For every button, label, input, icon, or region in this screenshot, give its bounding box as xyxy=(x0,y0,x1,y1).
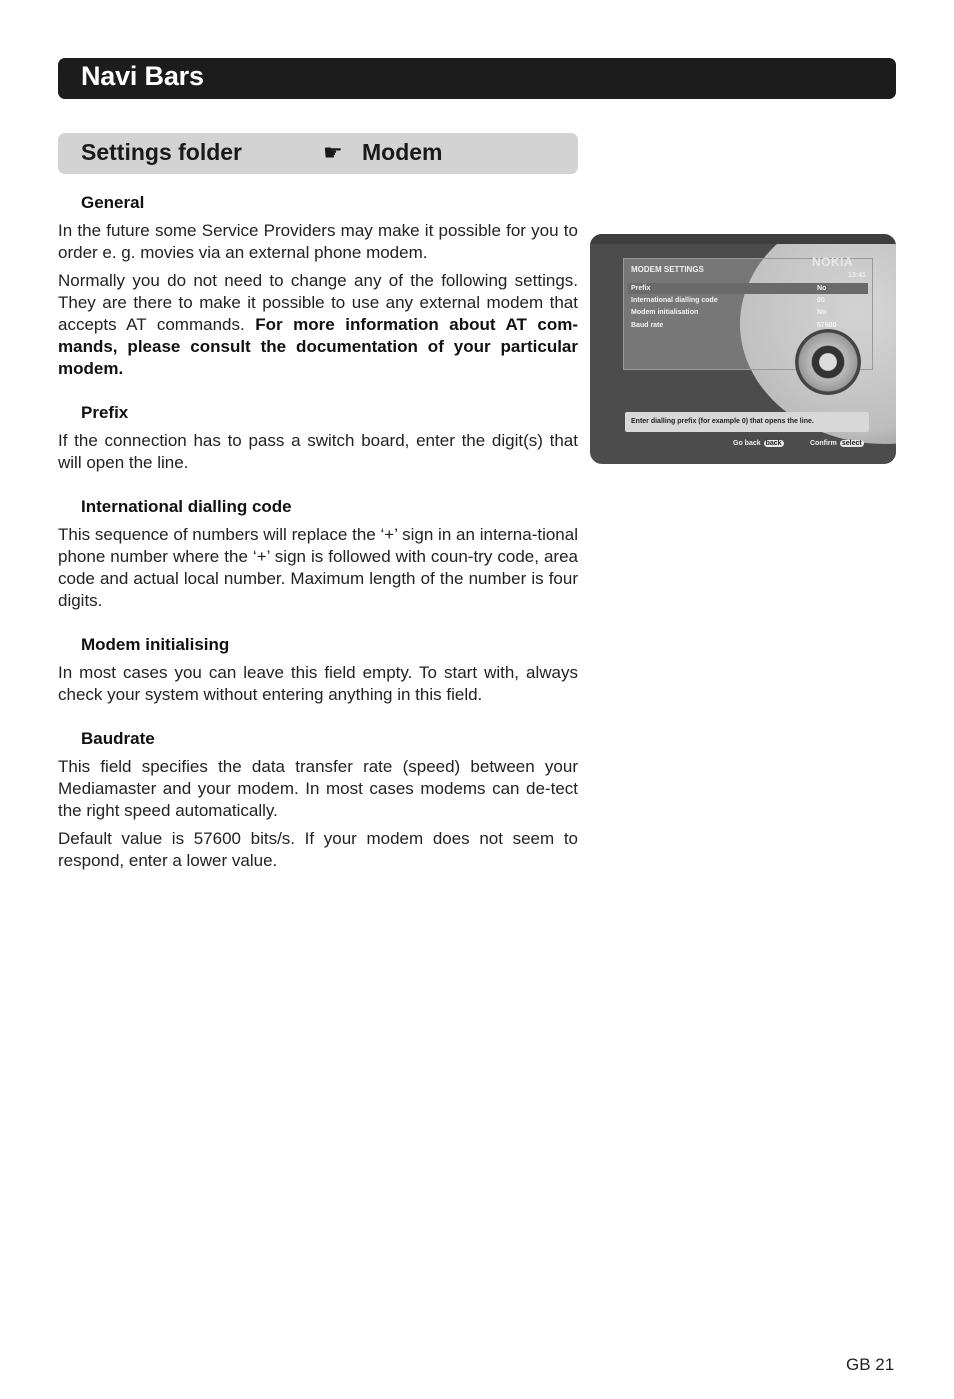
pointing-hand-icon: ☛ xyxy=(323,140,343,165)
paragraph: This sequence of numbers will replace the ‘+’ sign in an interna-tional phone number where the ‘+’ sign is followed with coun-try code, area code and actual local number. Maximum length of the number is four digits. xyxy=(58,525,578,610)
block-baudrate xyxy=(58,728,578,872)
row-label: Modem initialisation xyxy=(631,309,699,316)
section-target: Modem xyxy=(362,139,443,165)
clock: 13:41 xyxy=(848,272,866,279)
row-label: International dialling code xyxy=(631,297,718,304)
block-international-code xyxy=(58,496,578,612)
section-heading-bar xyxy=(58,133,578,174)
menu-row-prefix xyxy=(628,283,868,294)
paragraph: This field specifies the data transfer rate (speed) between your Mediamaster and your modem. In most cases modems can de-tect the right speed automatically. xyxy=(58,757,578,820)
gear-icon xyxy=(795,329,861,395)
block-modem-initialising xyxy=(58,634,578,706)
confirm-label: Confirm xyxy=(810,440,837,447)
body-text xyxy=(58,192,578,894)
row-label: Prefix xyxy=(631,285,651,292)
heading-prefix: Prefix xyxy=(81,403,129,422)
paragraph-text: Normally you do not need to change any of the following settings. They are there to make it possible to use any external modem that accepts AT commands. xyxy=(58,271,578,334)
chapter-title-bar xyxy=(58,58,896,99)
select-key: select xyxy=(841,440,862,447)
go-back-hint xyxy=(733,440,784,447)
go-back-label: Go back xyxy=(733,440,761,447)
heading-international-code: International dialling code xyxy=(81,497,292,516)
page-number: GB 21 xyxy=(846,1355,895,1374)
heading-baudrate: Baudrate xyxy=(81,729,155,748)
confirm-hint xyxy=(810,440,864,447)
heading-general: General xyxy=(81,193,145,212)
row-value: 00 xyxy=(817,297,825,304)
screen-top-band xyxy=(590,234,896,244)
hint-text: Enter dialling prefix (for example 0) that opens the line. xyxy=(631,418,814,425)
row-label: Baud rate xyxy=(631,322,664,329)
row-value: No xyxy=(817,309,827,316)
bold-note: For more information about AT com-mands, please consult the documentation of your particular modem. xyxy=(58,315,578,378)
paragraph: If the connection has to pass a switch board, enter the digit(s) that will open the line. xyxy=(58,431,578,472)
menu-row-modem-initialisation xyxy=(628,307,868,318)
back-key: back xyxy=(765,440,782,447)
menu-title: MODEM SETTINGS xyxy=(631,265,704,274)
heading-modem-initialising: Modem initialising xyxy=(81,635,230,654)
paragraph: In the future some Service Providers may make it possible for you to order e. g. movies via an external phone modem. xyxy=(58,221,578,262)
paragraph xyxy=(58,270,578,380)
row-value: 57600 xyxy=(817,322,837,329)
menu-row-international-code xyxy=(628,295,868,306)
modem-settings-screenshot xyxy=(590,234,896,464)
block-general xyxy=(58,192,578,380)
hint-box xyxy=(625,412,869,432)
chapter-title: Navi Bars xyxy=(81,61,204,91)
brand-logo: NOKIA xyxy=(812,255,854,269)
row-value: No xyxy=(817,285,827,292)
block-prefix xyxy=(58,402,578,474)
paragraph: In most cases you can leave this field empty. To start with, always check your system without entering anything in this field. xyxy=(58,663,578,704)
section-label: Settings folder xyxy=(81,139,243,165)
paragraph: Default value is 57600 bits/s. If your modem does not seem to respond, enter a lower value. xyxy=(58,829,578,870)
